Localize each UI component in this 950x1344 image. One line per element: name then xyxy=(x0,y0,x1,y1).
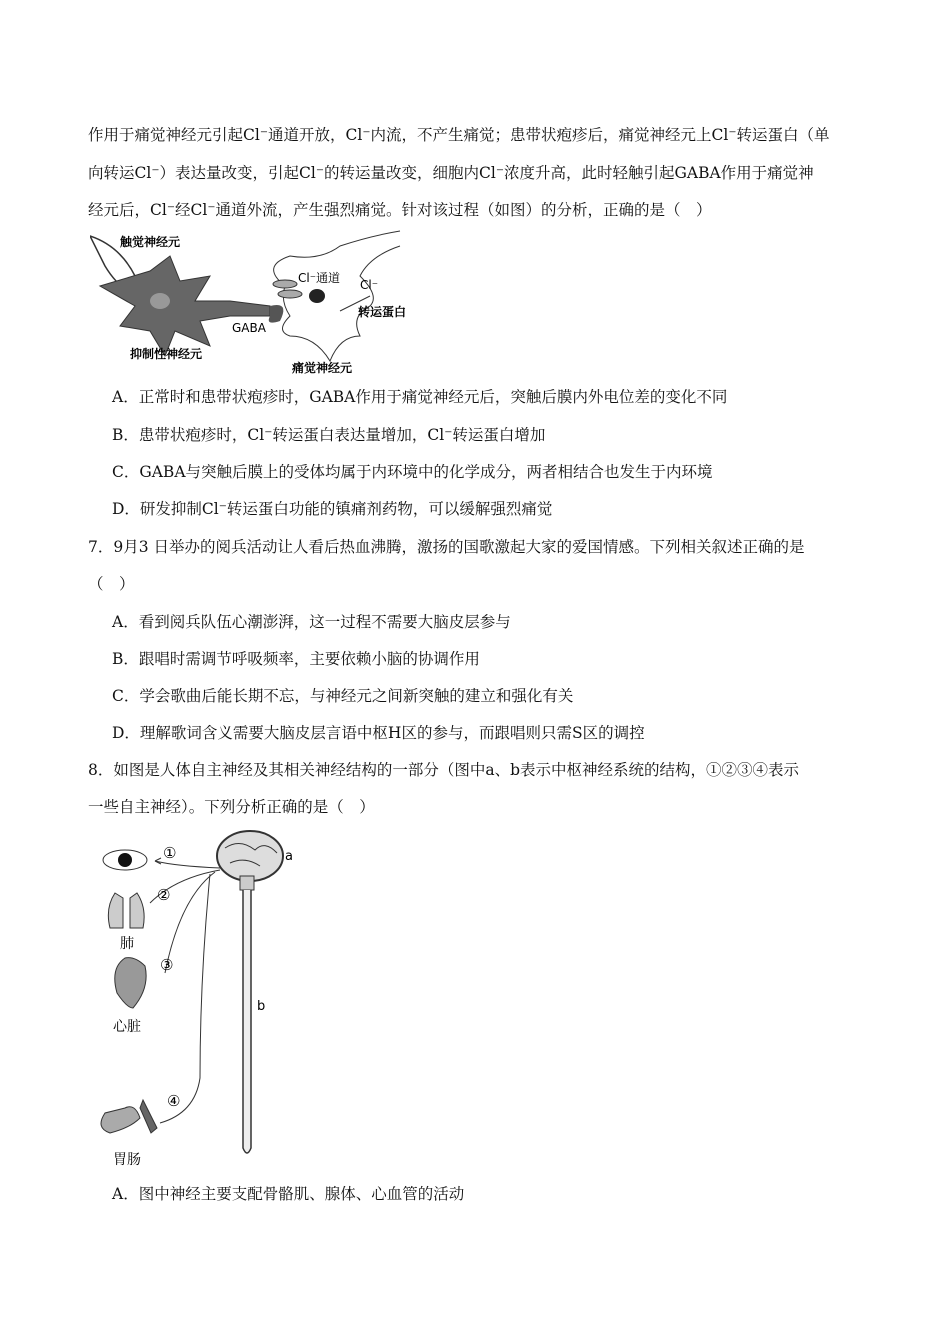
label-cl: Cl⁻ xyxy=(360,278,379,292)
q6-text-line: 作用于痛觉神经元引起Cl⁻通道开放，Cl⁻内流，不产生痛觉；患带状疱疹后，痛觉神经元上Cl⁻转运蛋白（单 xyxy=(88,126,830,144)
label-heart: 心脏 xyxy=(113,1019,141,1035)
label-nerve-3: ③ xyxy=(160,956,174,974)
label-a: a xyxy=(285,849,293,864)
q7-text-line: 7．9月3 日举办的阅兵活动让人看后热血沸腾，激扬的国歌激起大家的爱国情感。下列相关叙述正确的是 xyxy=(88,538,805,556)
label-gaba: GABA xyxy=(232,321,266,335)
q6-option-b: B．患带状疱疹时，Cl⁻转运蛋白表达量增加，Cl⁻转运蛋白增加 xyxy=(112,426,546,444)
neuron-figure xyxy=(90,226,420,376)
label-inhibitory-neuron: 抑制性神经元 xyxy=(130,347,203,361)
label-b: b xyxy=(257,999,266,1014)
label-nerve-4: ④ xyxy=(167,1092,181,1110)
label-gut: 胃肠 xyxy=(113,1152,141,1168)
q8-text-line: 8．如图是人体自主神经及其相关神经结构的一部分（图中a、b表示中枢神经系统的结构，①②③④表示 xyxy=(88,761,800,779)
q7-option-b: B．跟唱时需调节呼吸频率，主要依赖小脑的协调作用 xyxy=(112,650,480,668)
q8-text-line: 一些自主神经）。下列分析正确的是（ ） xyxy=(88,798,375,816)
q6-text-line: 经元后，Cl⁻经Cl⁻通道外流，产生强烈痛觉。针对该过程（如图）的分析，正确的是（ ） xyxy=(88,201,712,219)
label-pain-neuron: 痛觉神经元 xyxy=(292,361,353,375)
q7-option-a: A．看到阅兵队伍心潮澎湃，这一过程不需要大脑皮层参与 xyxy=(112,613,511,631)
q7-option-d: D．理解歌词含义需要大脑皮层言语中枢H区的参与，而跟唱则只需S区的调控 xyxy=(112,724,645,742)
q7-option-c: C．学会歌曲后能长期不忘，与神经元之间新突触的建立和强化有关 xyxy=(112,687,574,705)
q8-option-a: A．图中神经主要支配骨骼肌、腺体、心血管的活动 xyxy=(112,1185,465,1203)
label-transporter: 转运蛋白 xyxy=(358,305,407,319)
q6-option-c: C．GABA与突触后膜上的受体均属于内环境中的化学成分，两者相结合也发生于内环境 xyxy=(112,463,713,481)
q6-option-a: A．正常时和患带状疱疹时，GABA作用于痛觉神经元后，突触后膜内外电位差的变化不同 xyxy=(112,388,728,406)
label-touch-neuron: 触觉神经元 xyxy=(120,235,181,249)
q6-text-line: 向转运Cl⁻）表达量改变，引起Cl⁻的转运量改变，细胞内Cl⁻浓度升高，此时轻触引起GABA作用于痛觉神 xyxy=(88,164,814,182)
q7-text-line: （ ） xyxy=(88,575,135,593)
label-nerve-1: ① xyxy=(163,844,177,862)
label-cl-channel: Cl⁻通道 xyxy=(298,271,341,285)
label-lung: 肺 xyxy=(120,936,134,952)
label-nerve-2: ② xyxy=(157,886,171,904)
nervous-system-figure xyxy=(95,828,325,1173)
q6-option-d: D．研发抑制Cl⁻转运蛋白功能的镇痛剂药物，可以缓解强烈痛觉 xyxy=(112,500,553,518)
